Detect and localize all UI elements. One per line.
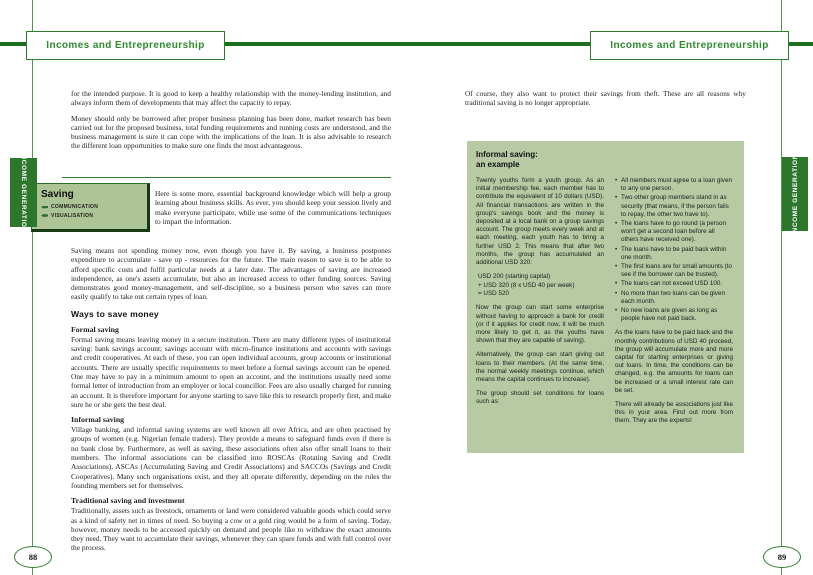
loan-conditions-list <box>615 177 733 323</box>
savings-calculation <box>478 273 604 298</box>
dash-icon <box>41 214 48 217</box>
example-box-columns <box>476 177 735 432</box>
list-item: • The first loans are for small amounts (to see if the borrower can be trusted). <box>615 263 733 279</box>
subsection-body: Traditionally, assets such as livestock, ornaments or land were considered valuable goods which could serve as a kind of safety net in times of need. So buying a cow or a gold ring would be a form of saving. Today, however, money needs to be accessed quickly on demand and people like to withdraw the exact amounts they need. They want to accumulate their savings, whenever they can spare funds and with full control over the process. <box>71 506 391 553</box>
example-box-right-column <box>615 177 733 432</box>
left-page-top-text <box>71 89 391 157</box>
paragraph: Twenty youths form a youth group. As an initial membership fee, each member has to contribute the equivalent of 10 dollars (USD). All financial transactions are written in the group's savings book and the money is deposited at a local bank on a group savings account. The group meets every week and at each meeting, each youth has to bring a further USD 2. This means that after two months, the group has accumulated an additional USD 320: <box>476 177 604 267</box>
chapter-header-left <box>26 31 225 60</box>
subsection-body: Formal saving means leaving money in a secure institution. There are many different types of institutional saving: bank savings account; savings account with micro-finance institutions and accounts with savings and credit cooperatives. At each of these, you can open individual accounts, group accounts or institutional accounts. There are usually specific requirements to meet before a formal savings account can be opened. One may have to pay in a minimum amount to open an account, and the institutions usually need some formal letter of introduction from an employer or local councillor. Fees are also usually charged for running an account. It is therefore important for anyone starting to save like this to research properly first, and make sure he or she gets the best deal. <box>71 334 391 409</box>
example-box-title <box>476 150 735 169</box>
paragraph: Of course, they also want to protect their savings from theft. These are all reasons why traditional saving is no longer appropriate. <box>465 89 746 108</box>
chapter-title-right: Incomes and Entrepreneurship <box>610 40 769 51</box>
saving-topic-box <box>31 183 150 232</box>
list-item: • Two other group members stand in as security (that means, if the person fails to repay, the other two have to). <box>615 194 733 219</box>
margin-line-left <box>32 0 33 575</box>
list-item: • No more than two loans can be given each month. <box>615 290 733 306</box>
example-box-left-column <box>476 177 604 432</box>
margin-line-right <box>781 0 782 575</box>
list-item: • No new loans are given as long as people have not paid back. <box>615 307 733 323</box>
section-divider-rule <box>62 177 391 178</box>
subsection-title: Informal saving <box>71 415 125 425</box>
calc-line: = USD 520 <box>478 290 509 298</box>
income-generation-tab-left <box>10 152 37 233</box>
paragraph: Money should only be borrowed after proper business planning has been done, market research has been carried out for the proposed business, total funding requirements and running costs are understood, and the business management is sure it can cope with the implications of the loan. It is also advisable to research the different loan opportunities to make sure one finds the most advantageous. <box>71 113 391 151</box>
subsection-title: Traditional saving and investment <box>71 496 185 506</box>
list-item: • The loans can not exceed USD 100. <box>615 280 733 288</box>
subsection-body: Village banking, and informal saving systems are well known all over Africa, and are often practised by groups of women (e.g. Nigerian female traders). They provide a means to safeguard funds even if there is no bank close by. Furthermore, as well as saving, these associations often also offer small loans to their members. The informal associations can be classified into ROSCAs (Rotating Saving and Credit Associations), ASCAs (Accumulating Saving and Credit Associations) and SACCOs (Savings and Credit Cooperatives). Many such organisations exist, and they all operate differently, depending on the rules the founding members set for themselves. <box>71 425 391 490</box>
paragraph: As the loans have to be paid back and the monthly contributions of USD 40 proceed, the group will accumulate more and more capital for starting enterprises or giving out loans. In time, the conditions can be changed, e.g. the amounts for loans can be increased or a small interest rate can be set. <box>615 329 733 394</box>
chapter-title-left: Incomes and Entrepreneurship <box>46 40 205 51</box>
list-item: • The loans have to be paid back within one month. <box>615 246 733 262</box>
paragraph: There will already be associations just like this in your area. Find out more from them. They are the experts! <box>615 401 733 425</box>
page-number: 88 <box>28 552 38 562</box>
paragraph: Here is some more, essential background knowledge which will help a group learning about business skills. As ever, you should keep your session lively and make everyone participate, while use some of the communications techniques to impart the information. <box>155 189 391 226</box>
method-label: COMMUNICATION <box>51 204 99 210</box>
example-box-title-line1: Informal saving: <box>476 150 538 159</box>
paragraph: Alternatively, the group can start giving out loans to their members. (At the same time, the normal weekly meetings continue, which means the capital continues to increase). <box>476 351 604 384</box>
method-label: VISUALISATION <box>51 212 94 219</box>
list-item: • All members must agree to a loan given to any one person. <box>615 177 733 193</box>
page-number-badge-right <box>763 546 801 568</box>
informal-saving-example-box <box>467 141 744 453</box>
income-generation-tab-right <box>782 153 808 235</box>
list-item: • The loans have to go round (a person won't get a second loan before all others have received one). <box>615 220 733 245</box>
section-heading: Ways to save money <box>71 308 159 319</box>
saving-box-title: Saving <box>41 189 74 200</box>
paragraph: The group should set conditions for loans such as: <box>476 390 604 406</box>
paragraph: Now the group can start some enterprise without having to approach a bank for credit (or if it applies for credit now, it will be much more likely to get it, as the youths have shown that they are capable of saving). <box>476 304 604 345</box>
paragraph: Saving means not spending money now, even though you have it. By saving, a business postpones expenditure to accumulate - save up - resources for the future. The main reason to save is to be able to afford specific costs and fulfil particular needs at a later date. The advantages of saving are increased independence, as one's assets accumulate, but also an increased access to other funding sources. Saving demonstrates good money-management, and self-discipline, so a business person who saves can more easily qualify to take out certain types of loan. <box>71 246 391 302</box>
tab-label-right: INCOME GENERATION <box>791 153 799 235</box>
dash-icon <box>41 206 48 209</box>
tab-label-left: INCOME GENERATION <box>20 152 27 233</box>
example-box-title-line2: an example <box>476 159 520 169</box>
calc-line: + USD 320 (8 x USD 40 per week) <box>478 281 575 289</box>
left-page-main-text <box>71 246 391 557</box>
page-number: 89 <box>777 552 787 562</box>
subsection-title: Formal saving <box>71 324 119 334</box>
facilitator-note <box>155 189 391 232</box>
chapter-header-right <box>590 31 789 60</box>
right-page-top-text <box>465 89 746 114</box>
paragraph: for the intended purpose. It is good to keep a healthy relationship with the money-lending institution, and always inform them of developments that may affect the capacity to repay. <box>71 89 391 108</box>
page-number-badge-left <box>14 546 52 568</box>
method-item-visualisation <box>41 213 143 219</box>
calc-line: USD 200 (starting capital) <box>478 273 551 281</box>
method-item-communication <box>41 204 143 210</box>
